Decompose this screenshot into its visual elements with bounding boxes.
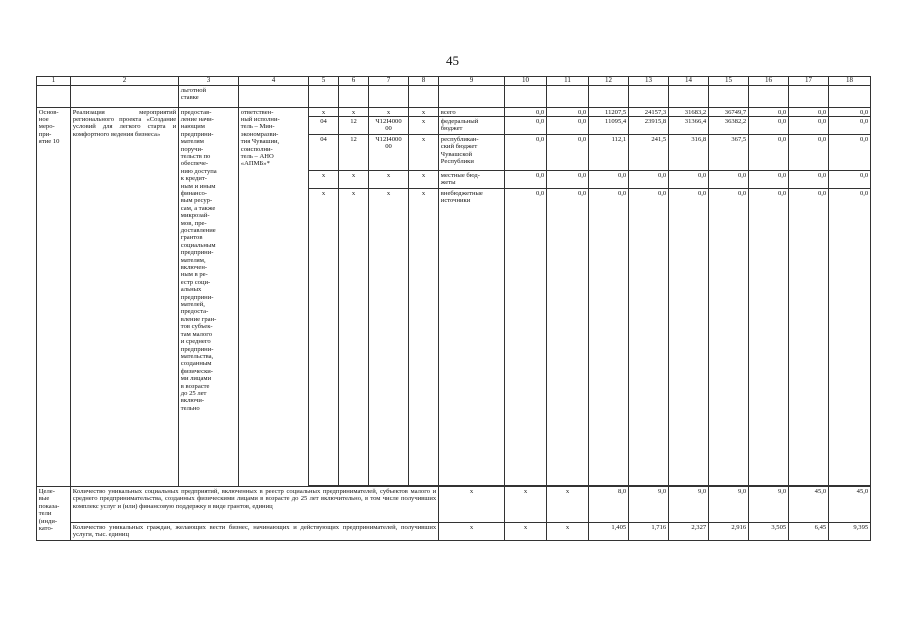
empty-cell [409,86,439,108]
indicator-value: 9,0 [669,487,709,523]
value-cell: 24157,3 [629,108,669,117]
value-cell: 0,0 [505,117,547,135]
col-number: 14 [669,77,709,86]
indicator-value: 8,0 [589,487,629,523]
col-number: 17 [789,77,829,86]
carry-over-row [37,86,871,108]
indicator-value: 6,45 [789,523,829,541]
value-cell: 0,0 [829,117,871,135]
event-result: предостав- ление начи- нающим предприни- мателям поручи- тельств по обеспече- нию доступа к кредит- ным и иным финансо- вым ресур- сам, а также микрозай- мов, пре- доставление грантов социальным предприни- мателям, включен- ным в ре- естр соци- альных предприни- мателей, предоста- вление гран- тов субъек- там малого и среднего предприни- мательства, созданным физически- ми лицами в возрасте до 25 лет включи- тельно [179,108,239,487]
col-number: 4 [239,77,309,86]
value-cell: 36749,7 [709,108,749,117]
code-cell: 04 [309,135,339,171]
value-cell: 0,0 [829,108,871,117]
empty-cell [339,86,369,108]
indicator-value: 2,916 [709,523,749,541]
funding-source: федеральный бюджет [439,117,505,135]
empty-cell [669,86,709,108]
indicator-value: 9,0 [629,487,669,523]
empty-cell [505,86,547,108]
code-cell: х [409,189,439,486]
col-number: 11 [547,77,589,86]
col-number: 2 [71,77,179,86]
indicator-value: 1,716 [629,523,669,541]
empty-cell [71,86,179,108]
empty-cell [749,86,789,108]
funding-source: республикан- ский бюджет Чувашской Республики [439,135,505,171]
col-number: 7 [369,77,409,86]
indicator-x: х [439,523,505,541]
col-number: 8 [409,77,439,86]
code-cell: Ч12I4000 00 [369,117,409,135]
value-cell: 23915,8 [629,117,669,135]
empty-cell [829,86,871,108]
indicator-x: х [439,487,505,523]
finance-row-total [37,108,871,117]
value-cell: 0,0 [669,171,709,189]
col-number: 18 [829,77,871,86]
value-cell: 0,0 [749,117,789,135]
code-cell: х [409,171,439,189]
empty-cell [309,86,339,108]
value-cell: 0,0 [749,171,789,189]
empty-cell [589,86,629,108]
column-number-row [37,77,871,86]
indicator-value: 9,0 [749,487,789,523]
indicator-value: 9,0 [709,487,749,523]
empty-cell [629,86,669,108]
value-cell: 0,0 [749,189,789,486]
col-number: 16 [749,77,789,86]
value-cell: 0,0 [829,171,871,189]
col-number: 13 [629,77,669,86]
indicator-row [37,487,871,523]
indicator-value: 45,0 [789,487,829,523]
value-cell: 36382,2 [709,117,749,135]
col-number: 12 [589,77,629,86]
empty-cell [439,86,505,108]
value-cell: 0,0 [749,108,789,117]
empty-cell [37,86,71,108]
code-cell: х [369,108,409,117]
indicator-x: х [505,523,547,541]
value-cell: 112,1 [589,135,629,171]
empty-cell [239,86,309,108]
value-cell: 0,0 [789,117,829,135]
value-cell: 0,0 [789,171,829,189]
indicator-value: 45,0 [829,487,871,523]
value-cell: 0,0 [789,189,829,486]
col-number: 6 [339,77,369,86]
value-cell: 0,0 [789,108,829,117]
col-number: 3 [179,77,239,86]
value-cell: 241,5 [629,135,669,171]
event-executor: ответствен- ный исполни- тель – Мин- экономразви- тия Чувашии, соисполни- тель – АНО «АПМБ»* [239,108,309,487]
code-cell: 12 [339,135,369,171]
value-cell: 31683,2 [669,108,709,117]
code-cell: х [409,108,439,117]
col-number: 9 [439,77,505,86]
value-cell: 0,0 [547,171,589,189]
value-cell: 0,0 [547,117,589,135]
col-number: 15 [709,77,749,86]
value-cell: 0,0 [629,189,669,486]
code-cell: х [339,189,369,486]
code-cell: 04 [309,117,339,135]
value-cell: 0,0 [629,171,669,189]
value-cell: 0,0 [547,189,589,486]
value-cell: 0,0 [709,171,749,189]
col-number: 1 [37,77,71,86]
code-cell: х [309,171,339,189]
value-cell: 0,0 [589,171,629,189]
value-cell: 0,0 [505,189,547,486]
value-cell: 0,0 [709,189,749,486]
code-cell: х [339,108,369,117]
carry-over-text: льготной ставке [179,86,239,108]
code-cell: Ч12I4000 00 [369,135,409,171]
funding-source: внебюджетные источники [439,189,505,486]
code-cell: х [339,171,369,189]
budget-table [36,76,871,541]
col-number: 10 [505,77,547,86]
value-cell: 0,0 [505,171,547,189]
value-cell: 0,0 [829,189,871,486]
value-cell: 367,5 [709,135,749,171]
value-cell: 0,0 [749,135,789,171]
value-cell: 0,0 [789,135,829,171]
indicator-row [37,523,871,541]
value-cell: 0,0 [547,135,589,171]
indicator-value: 2,327 [669,523,709,541]
indicator-value: 9,395 [829,523,871,541]
indicator-value: 3,505 [749,523,789,541]
empty-cell [547,86,589,108]
funding-source: местные бюд- жеты [439,171,505,189]
code-cell: х [369,189,409,486]
code-cell: х [309,189,339,486]
event-name: Реализация мероприятий регионального проекта «Создание условий для легкого старта и комфортного ведения бизнеса» [71,108,179,487]
indicator-x: х [547,523,589,541]
code-cell: х [409,117,439,135]
value-cell: 0,0 [589,189,629,486]
code-cell: х [369,171,409,189]
value-cell: 316,8 [669,135,709,171]
code-cell: х [309,108,339,117]
code-cell: 12 [339,117,369,135]
col-number: 5 [309,77,339,86]
empty-cell [709,86,749,108]
value-cell: 0,0 [669,189,709,486]
indicator-value: 1,405 [589,523,629,541]
indicator-x: х [547,487,589,523]
empty-cell [789,86,829,108]
value-cell: 11207,5 [589,108,629,117]
code-cell: х [409,135,439,171]
indicator-text: Количество уникальных граждан, желающих вести бизнес, начинающих и действующих предпринимателей, получивших услуги, тыс. единиц [71,523,439,541]
indicators-label: Целе- вые показа- тели (инди- като- [37,487,71,541]
page-number: 45 [446,53,459,68]
funding-source: всего [439,108,505,117]
empty-cell [369,86,409,108]
value-cell: 0,0 [547,108,589,117]
value-cell: 11095,4 [589,117,629,135]
value-cell: 0,0 [829,135,871,171]
value-cell: 0,0 [505,135,547,171]
indicator-text: Количество уникальных социальных предприятий, включенных в реестр социальных предпринимателей, субъектов малого и среднего предпринимательства, созданных физическими лицами в возрасте до 25 лет включительно, в том числе получивших комплекс услуг и (или) финансовую поддержку в виде грантов, единиц [71,487,439,523]
indicator-x: х [505,487,547,523]
value-cell: 31366,4 [669,117,709,135]
value-cell: 0,0 [505,108,547,117]
event-label: Основ- ное меро- при- ятие 10 [37,108,71,487]
